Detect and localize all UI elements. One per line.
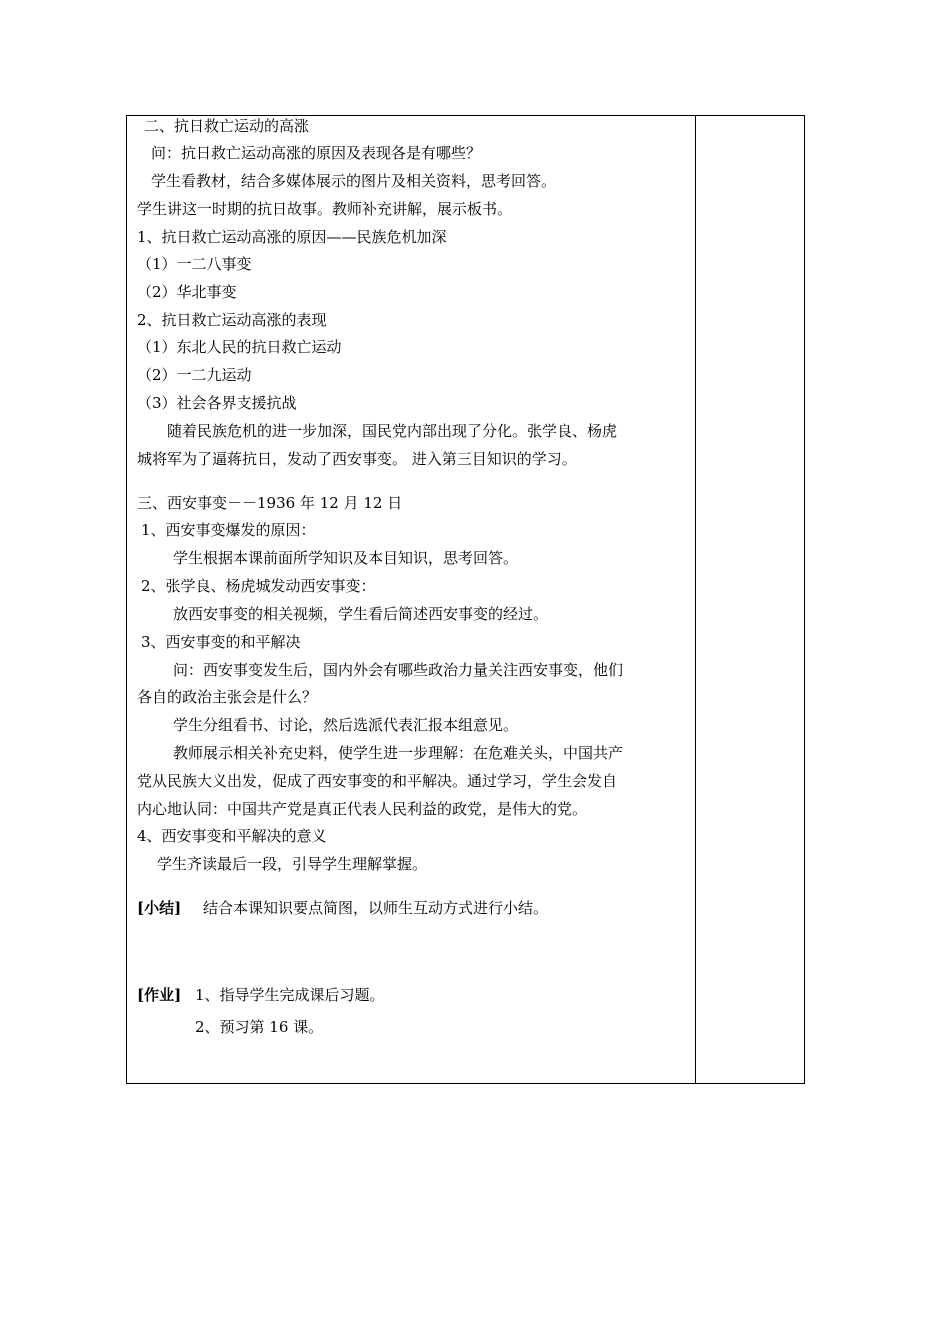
question-line: 各自的政治主张会是什么？ xyxy=(137,688,318,706)
paragraph-line: 内心地认同：中国共产党是真正代表人民利益的政党，是伟大的党。 xyxy=(137,800,588,818)
notes-cell xyxy=(696,116,804,1083)
paragraph-line: 随着民族危机的进一步加深，国民党内部出现了分化。张学良、杨虎 xyxy=(167,422,618,440)
subheading-line: 4、西安事变和平解决的意义 xyxy=(137,827,327,845)
list-item: （1）一二八事变 xyxy=(137,255,252,273)
text-line: 放西安事变的相关视频，学生看后简述西安事变的经过。 xyxy=(173,605,549,623)
homework-label: [作业] xyxy=(137,986,182,1004)
text-line: 学生齐读最后一段，引导学生理解掌握。 xyxy=(157,855,428,873)
homework-item: 2、预习第 16 课。 xyxy=(195,1018,324,1036)
list-item: （2）华北事变 xyxy=(137,283,237,301)
summary-text: 结合本课知识要点简图，以师生互动方式进行小结。 xyxy=(203,899,549,917)
subheading-line: 2、抗日救亡运动高涨的表现 xyxy=(137,311,327,329)
paragraph-line: 城将军为了逼蒋抗日，发动了西安事变。 进入第三目知识的学习。 xyxy=(137,450,577,468)
lesson-table xyxy=(126,115,805,1084)
paragraph-line: 教师展示相关补充史料，使学生进一步理解：在危难关头，中国共产 xyxy=(173,744,624,762)
text-line: 学生分组看书、讨论，然后选派代表汇报本组意见。 xyxy=(173,716,519,734)
text-line: 学生讲这一时期的抗日故事。教师补充讲解，展示板书。 xyxy=(137,200,513,218)
lesson-content-cell xyxy=(127,116,695,1083)
question-line: 问：西安事变发生后，国内外会有哪些政治力量关注西安事变，他们 xyxy=(173,661,624,679)
list-item: （2）一二九运动 xyxy=(137,366,252,384)
section-heading-2: 二、抗日救亡运动的高涨 xyxy=(144,117,310,135)
paragraph-line: 党从民族大义出发，促成了西安事变的和平解决。通过学习，学生会发自 xyxy=(137,772,618,790)
summary-label: [小结] xyxy=(137,899,182,917)
subheading-line: 2、张学良、杨虎城发动西安事变： xyxy=(141,577,376,595)
homework-item: 1、指导学生完成课后习题。 xyxy=(195,986,385,1004)
text-line: 学生看教材，结合多媒体展示的图片及相关资料，思考回答。 xyxy=(151,172,557,190)
text-line: 学生根据本课前面所学知识及本目知识，思考回答。 xyxy=(173,549,519,567)
section-heading-3: 三、西安事变－－1936 年 12 月 12 日 xyxy=(137,494,403,512)
question-line: 问：抗日救亡运动高涨的原因及表现各是有哪些？ xyxy=(151,144,482,162)
list-item: （1）东北人民的抗日救亡运动 xyxy=(137,338,342,356)
subheading-line: 3、西安事变的和平解决 xyxy=(141,633,301,651)
subheading-line: 1、抗日救亡运动高涨的原因——民族危机加深 xyxy=(137,228,447,246)
list-item: （3）社会各界支援抗战 xyxy=(137,394,297,412)
subheading-line: 1、西安事变爆发的原因： xyxy=(141,521,316,539)
